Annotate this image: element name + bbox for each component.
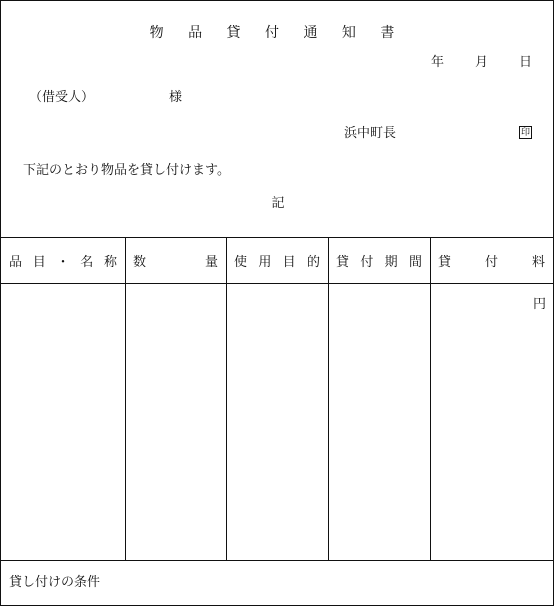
header-char: ・ (56, 254, 70, 270)
header-char: 付 (484, 254, 498, 270)
header-char: 量 (204, 254, 218, 270)
header-bottom-border (1, 283, 553, 284)
document-title: 物 品 貸 付 通 知 書 (149, 25, 405, 41)
header-purpose (226, 237, 328, 283)
date-month-label: 月 (475, 55, 489, 70)
date-day-label: 日 (519, 55, 533, 70)
fee-unit-label: 円 (533, 297, 547, 312)
header-char: 数 (133, 254, 147, 270)
header-char: 称 (103, 254, 117, 270)
header-item-name (1, 237, 125, 283)
borrower-honorific: 様 (169, 90, 183, 105)
seal-icon: 印 (520, 128, 530, 138)
header-char: 目 (32, 254, 46, 270)
header-loan-period (328, 237, 430, 283)
header-char: 品 (9, 254, 23, 270)
date-year-label: 年 (431, 55, 445, 70)
header-loan-fee (430, 237, 553, 283)
header-char: 貸 (438, 254, 452, 270)
header-char: 使 (234, 254, 248, 270)
header-char: 料 (531, 254, 545, 270)
header-char: 付 (360, 254, 374, 270)
borrower-label: （借受人） (29, 90, 95, 105)
header-char: 期 (384, 254, 398, 270)
header-char: 間 (408, 254, 422, 270)
column-divider (430, 237, 431, 560)
column-divider (328, 237, 329, 560)
intro-text: 下記のとおり物品を貸し付けます。 (23, 163, 230, 178)
table-bottom-border (1, 560, 553, 561)
record-mark: 記 (271, 196, 285, 211)
header-char: 目 (282, 254, 296, 270)
header-char: 貸 (336, 254, 350, 270)
conditions-label: 貸し付けの条件 (9, 575, 101, 590)
column-divider (226, 237, 227, 560)
header-char: 名 (80, 254, 94, 270)
header-quantity (125, 237, 226, 283)
issuer-name: 浜中町長 (344, 126, 397, 141)
column-divider (125, 237, 126, 560)
header-char: 的 (306, 254, 320, 270)
header-char: 用 (258, 254, 272, 270)
